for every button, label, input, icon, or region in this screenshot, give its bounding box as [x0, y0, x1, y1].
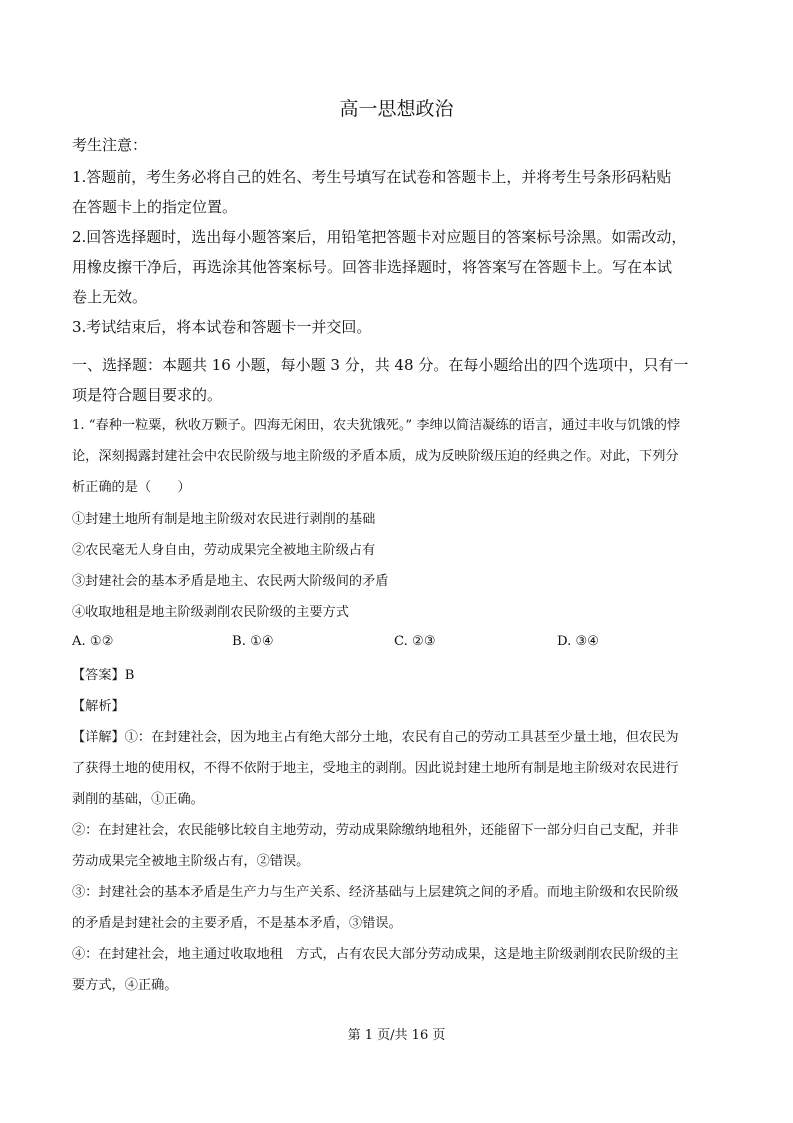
choice-c: C. ②③: [394, 634, 436, 649]
notice-line: 2.回答选择题时，选出每小题答案后，用铅笔把答题卡对应题目的答案标号涂黑。如需改动，: [72, 228, 687, 246]
page-footer: 第 1 页/共 16 页: [347, 1028, 446, 1043]
explanation-line: 剥削的基础，①正确。: [72, 792, 204, 807]
answer-tag: 【答案】: [72, 668, 125, 683]
answer-choices: [72, 634, 732, 656]
document-title: 高一思想政治: [339, 98, 454, 120]
explanation-line: ④：在封建社会，地主通过收取地租 方式，占有农民大部分劳动成果，这是地主阶级剥削农民阶级的主: [72, 947, 679, 962]
statement-4: ④收取地租是地主阶级剥削农民阶级的主要方式: [72, 605, 349, 620]
choice-b: B. ①④: [232, 634, 274, 649]
notice-line: 3.考试结束后，将本试卷和答题卡一并交回。: [72, 318, 372, 336]
stem-line: 论，深刻揭露封建社会中农民阶级与地主阶级的矛盾本质，成为反映阶级压迫的经典之作。对此，下列分: [72, 449, 679, 464]
explanation-line: 劳动成果完全被地主阶级占有，②错误。: [72, 854, 310, 869]
notice-line: 卷上无效。: [72, 288, 148, 306]
explanation: [72, 722, 732, 1001]
choice-d: D. ③④: [557, 634, 600, 649]
choice-a: A. ①②: [72, 634, 114, 649]
explanation-line: ②：在封建社会，农民能够比较自主地劳动，劳动成果除缴纳地租外，还能留下一部分归自己支配，并非: [72, 823, 679, 838]
explanation-line: 的矛盾是封建社会的主要矛盾，不是基本矛盾，③错误。: [72, 916, 402, 931]
notice-block: [72, 130, 732, 160]
notice-line: 1.答题前，考生务必将自己的姓名、考生号填写在试卷和答题卡上，并将考生号条形码粘贴: [72, 168, 672, 186]
stem-line: 1. “春种一粒粟，秋收万颗子。四海无闲田，农夫犹饿死。” 李绅以简洁凝练的语言，通过丰收与饥饿的悖: [72, 418, 681, 433]
answer-line: [72, 666, 134, 686]
question-stem: [72, 410, 732, 503]
notice-line: 用橡皮擦干净后，再选涂其他答案标号。回答非选择题时，将答案写在答题卡上。写在本试: [72, 258, 673, 276]
notice-items: [72, 162, 732, 342]
section-heading: [72, 350, 732, 410]
explanation-line: 【详解】①：在封建社会，因为地主占有绝大部分土地，农民有自己的劳动工具甚至少量土地，但农民为: [72, 730, 679, 745]
answer-value: B: [124, 668, 135, 683]
statement-1: ①封建土地所有制是地主阶级对农民进行剥削的基础: [72, 512, 376, 527]
explanation-line: 要方式，④正确。: [72, 978, 178, 993]
explanation-line: ③：封建社会的基本矛盾是生产力与生产关系、经济基础与上层建筑之间的矛盾。而地主阶级和农民阶级: [72, 885, 679, 900]
statement-2: ②农民毫无人身自由，劳动成果完全被地主阶级占有: [72, 543, 376, 558]
notice-heading: 考生注意：: [72, 136, 148, 154]
section-line: 一、选择题：本题共 16 小题，每小题 3 分，共 48 分。在每小题给出的四个选项中，只有一: [72, 356, 689, 374]
analysis-tag: 【解析】: [72, 699, 125, 714]
notice-line: 在答题卡上的指定位置。: [72, 198, 238, 216]
explanation-line: 了获得土地的使用权，不得不依附于地主，受地主的剥削。因此说封建土地所有制是地主阶级对农民进行: [72, 761, 679, 776]
section-line: 项是符合题目要求的。: [72, 386, 223, 404]
stem-line: 析正确的是（ ）: [72, 480, 191, 495]
statement-3: ③封建社会的基本矛盾是地主、农民两大阶级间的矛盾: [72, 574, 389, 589]
